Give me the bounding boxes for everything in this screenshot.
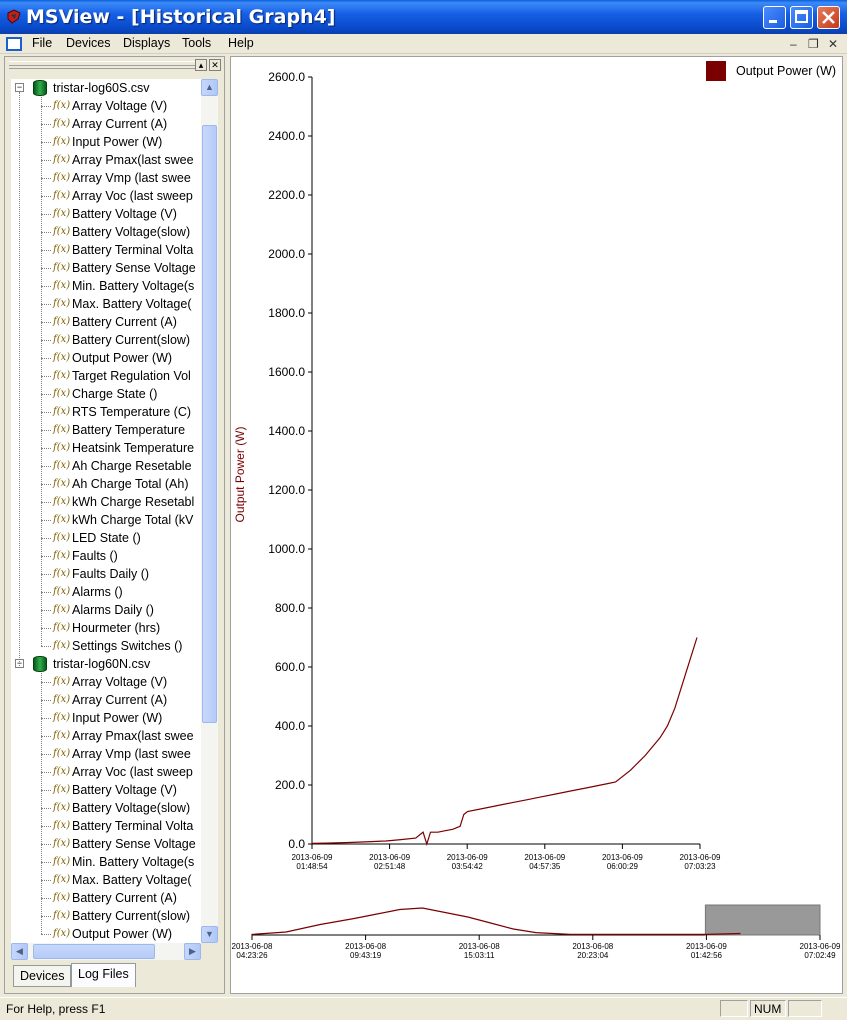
tree-item-label: Heatsink Temperature <box>72 441 195 455</box>
tree-item-channel[interactable] <box>11 115 201 133</box>
tree-item-label: Output Power (W) <box>72 927 173 941</box>
tree-item-channel[interactable] <box>11 457 201 475</box>
tree-item-label: Max. Battery Voltage( <box>72 297 192 311</box>
tree-item-channel[interactable] <box>11 133 201 151</box>
y-tick-label: 800.0 <box>274 601 305 615</box>
x-tick-date: 2013-06-09 <box>601 853 643 862</box>
tab-devices[interactable]: Devices <box>13 965 71 987</box>
function-icon: f(x) <box>53 352 71 363</box>
overview-tick-date: 2013-06-08 <box>345 942 387 951</box>
app-icon <box>6 9 22 25</box>
function-icon: f(x) <box>53 244 71 255</box>
tree-item-label: Battery Current(slow) <box>72 333 191 347</box>
pane-tabs <box>11 965 211 989</box>
function-icon: f(x) <box>53 604 71 615</box>
tree-item-label: Battery Terminal Volta <box>72 243 194 257</box>
tree-item-channel[interactable] <box>11 367 201 385</box>
close-button[interactable] <box>817 6 840 29</box>
tree-item-channel[interactable] <box>11 295 201 313</box>
function-icon: f(x) <box>53 154 71 165</box>
tree-item-label: Battery Voltage (V) <box>72 783 177 797</box>
scroll-left-arrow[interactable]: ◀ <box>11 943 28 960</box>
tree-item-channel[interactable] <box>11 187 201 205</box>
function-icon: f(x) <box>53 694 71 705</box>
tree-item-label: Battery Current (A) <box>72 315 177 329</box>
tree-item-channel[interactable] <box>11 403 201 421</box>
tree-item-channel[interactable] <box>11 601 201 619</box>
overview-tick-date: 2013-06-09 <box>685 942 727 951</box>
function-icon: f(x) <box>53 442 71 453</box>
tree-item-channel[interactable] <box>11 169 201 187</box>
function-icon: f(x) <box>53 568 71 579</box>
function-icon: f(x) <box>53 208 71 219</box>
minimize-button[interactable] <box>763 6 786 29</box>
function-icon: f(x) <box>53 730 71 741</box>
function-icon: f(x) <box>53 784 71 795</box>
tree-item-channel[interactable] <box>11 763 201 781</box>
mdi-restore-button[interactable]: ❐ <box>808 37 819 51</box>
pane-close-button[interactable]: ✕ <box>209 59 221 71</box>
function-icon: f(x) <box>53 406 71 417</box>
tree-item-label: Battery Sense Voltage <box>72 261 196 275</box>
function-icon: f(x) <box>53 226 71 237</box>
maximize-icon <box>791 7 812 28</box>
tab-log-files[interactable]: Log Files <box>71 963 136 987</box>
menu-displays[interactable]: Displays <box>123 36 171 50</box>
x-tick-date: 2013-06-09 <box>679 853 721 862</box>
function-icon: f(x) <box>53 100 71 111</box>
x-tick-date: 2013-06-09 <box>446 853 488 862</box>
tree-item-channel[interactable] <box>11 727 201 745</box>
y-tick-label: 1000.0 <box>268 542 305 556</box>
tree-item-channel[interactable] <box>11 385 201 403</box>
tree-item-channel[interactable] <box>11 439 201 457</box>
overview-tick-time: 04:23:26 <box>236 951 268 960</box>
status-panel-blank <box>720 1000 748 1017</box>
tree-item-channel[interactable] <box>11 619 201 637</box>
tree-item-channel[interactable] <box>11 817 201 835</box>
pane-float-button[interactable]: ▴ <box>195 59 207 71</box>
close-icon <box>818 7 839 28</box>
function-icon: f(x) <box>53 874 71 885</box>
function-icon: f(x) <box>53 586 71 597</box>
tree-item-label: Ah Charge Resetable <box>72 459 192 473</box>
tree-item-channel[interactable] <box>11 259 201 277</box>
scroll-thumb-horizontal[interactable] <box>33 944 155 959</box>
tree-item-channel[interactable] <box>11 583 201 601</box>
function-icon: f(x) <box>53 370 71 381</box>
tree-item-label: Battery Terminal Volta <box>72 819 194 833</box>
document-icon[interactable] <box>6 37 22 51</box>
overview-tick-time: 15:03:11 <box>463 951 495 960</box>
function-icon: f(x) <box>53 532 71 543</box>
mdi-minimize-button[interactable]: – <box>790 37 797 51</box>
tree-horizontal-scrollbar[interactable] <box>11 943 201 960</box>
status-bar <box>0 997 847 1017</box>
log-files-pane <box>4 56 225 994</box>
y-tick-label: 2400.0 <box>268 129 305 143</box>
function-icon: f(x) <box>53 496 71 507</box>
tree-item-label: Battery Voltage(slow) <box>72 225 191 239</box>
maximize-button[interactable] <box>790 6 813 29</box>
tree-item-channel[interactable] <box>11 637 201 655</box>
function-icon: f(x) <box>53 262 71 273</box>
y-tick-label: 1600.0 <box>268 365 305 379</box>
function-icon: f(x) <box>53 910 71 921</box>
tree-item-label: Input Power (W) <box>72 135 163 149</box>
tree-item-channel[interactable] <box>11 331 201 349</box>
overview-series-line <box>252 908 741 935</box>
x-tick-time: 03:54:42 <box>451 862 483 871</box>
tree-item-channel[interactable] <box>11 223 201 241</box>
y-tick-label: 2200.0 <box>268 188 305 202</box>
tree-item-label: Battery Temperature <box>72 423 186 437</box>
tree-item-label: Array Vmp (last swee <box>72 171 191 185</box>
tree-item-channel[interactable] <box>11 889 201 907</box>
tree-item-label: Array Voc (last sweep <box>72 765 193 779</box>
y-tick-label: 1400.0 <box>268 424 305 438</box>
function-icon: f(x) <box>53 928 71 939</box>
tree-item-channel[interactable] <box>11 277 201 295</box>
tree-vertical-scrollbar[interactable] <box>201 79 218 943</box>
menu-file[interactable]: File <box>32 36 53 50</box>
x-tick-time: 01:48:54 <box>296 862 328 871</box>
tree-root-label: tristar-log60N.csv <box>53 657 151 671</box>
series-line-output-power <box>312 638 697 845</box>
mdi-close-button[interactable]: ✕ <box>828 37 839 51</box>
function-icon: f(x) <box>53 118 71 129</box>
title-bar[interactable] <box>0 0 847 34</box>
x-tick-date: 2013-06-09 <box>369 853 411 862</box>
graph-canvas[interactable] <box>231 57 842 993</box>
x-tick-date: 2013-06-09 <box>291 853 333 862</box>
y-tick-label: 200.0 <box>274 778 305 792</box>
log-file-tree <box>11 79 201 943</box>
x-tick-date: 2013-06-09 <box>524 853 566 862</box>
function-icon: f(x) <box>53 334 71 345</box>
tree-item-label: Faults () <box>72 549 118 563</box>
tree-item-label: Array Voltage (V) <box>72 675 168 689</box>
function-icon: f(x) <box>53 676 71 687</box>
window-title: MSView - [Historical Graph4] <box>26 6 336 28</box>
y-tick-label: 600.0 <box>274 660 305 674</box>
legend-label: Output Power (W) <box>736 64 837 78</box>
tree-item-label: Target Regulation Vol <box>72 369 191 383</box>
tree-item-channel[interactable] <box>11 835 201 853</box>
collapse-toggle-icon[interactable]: − <box>16 658 23 668</box>
tree-item-label: kWh Charge Total (kV <box>72 513 194 527</box>
tree-root-log-file[interactable] <box>11 655 201 673</box>
tree-item-channel[interactable] <box>11 529 201 547</box>
function-icon: f(x) <box>53 424 71 435</box>
tree-item-label: Min. Battery Voltage(s <box>72 855 195 869</box>
collapse-toggle-icon[interactable]: − <box>16 82 23 92</box>
status-panel-scroll <box>788 1000 822 1017</box>
function-icon: f(x) <box>53 478 71 489</box>
tree-item-channel[interactable] <box>11 925 201 943</box>
tree-item-label: Array Vmp (last swee <box>72 747 191 761</box>
tree-root-log-file[interactable] <box>11 79 201 97</box>
function-icon: f(x) <box>53 388 71 399</box>
tree-item-channel[interactable] <box>11 907 201 925</box>
function-icon: f(x) <box>53 514 71 525</box>
tree-item-label: RTS Temperature (C) <box>72 405 192 419</box>
tree-item-channel[interactable] <box>11 781 201 799</box>
tree-item-label: Min. Battery Voltage(s <box>72 279 195 293</box>
tree-item-channel[interactable] <box>11 565 201 583</box>
tree-item-channel[interactable] <box>11 745 201 763</box>
tree-item-label: Battery Current(slow) <box>72 909 191 923</box>
y-tick-label: 400.0 <box>274 719 305 733</box>
function-icon: f(x) <box>53 838 71 849</box>
function-icon: f(x) <box>53 280 71 291</box>
tree-item-channel[interactable] <box>11 493 201 511</box>
tree-item-channel[interactable] <box>11 349 201 367</box>
tree-item-label: Max. Battery Voltage( <box>72 873 192 887</box>
menu-tools[interactable]: Tools <box>182 36 212 50</box>
tree-item-label: Array Pmax(last swee <box>72 153 194 167</box>
tree-item-label: Battery Current (A) <box>72 891 177 905</box>
scroll-thumb[interactable] <box>202 125 217 723</box>
y-tick-label: 1800.0 <box>268 306 305 320</box>
scroll-down-arrow[interactable]: ▼ <box>201 926 218 943</box>
tree-item-label: LED State () <box>72 531 141 545</box>
tree-item-label: Settings Switches () <box>72 639 183 653</box>
overview-tick-date: 2013-06-09 <box>799 942 841 951</box>
tree-item-label: Battery Sense Voltage <box>72 837 196 851</box>
tree-item-label: Ah Charge Total (Ah) <box>72 477 189 491</box>
overview-tick-time: 07:02:49 <box>804 951 836 960</box>
tree-item-label: Charge State () <box>72 387 158 401</box>
overview-tick-time: 01:42:56 <box>690 951 722 960</box>
y-tick-label: 2600.0 <box>268 70 305 84</box>
function-icon: f(x) <box>53 172 71 183</box>
function-icon: f(x) <box>53 316 71 327</box>
x-tick-time: 04:57:35 <box>529 862 561 871</box>
menu-bar <box>0 34 847 54</box>
legend-swatch <box>706 61 726 81</box>
scroll-up-arrow[interactable]: ▲ <box>201 79 218 96</box>
x-tick-time: 06:00:29 <box>606 862 638 871</box>
status-num: NUM <box>750 1000 786 1017</box>
function-icon: f(x) <box>53 136 71 147</box>
overview-tick-date: 2013-06-08 <box>572 942 614 951</box>
tree-item-label: Array Current (A) <box>72 117 168 131</box>
tree-item-label: Array Pmax(last swee <box>72 729 194 743</box>
y-axis-label: Output Power (W) <box>233 426 247 523</box>
tree-item-channel[interactable] <box>11 97 201 115</box>
function-icon: f(x) <box>53 712 71 723</box>
tree-item-channel[interactable] <box>11 673 201 691</box>
tree-item-label: Array Current (A) <box>72 693 168 707</box>
function-icon: f(x) <box>53 640 71 651</box>
y-tick-label: 1200.0 <box>268 483 305 497</box>
tree-item-label: Faults Daily () <box>72 567 150 581</box>
tree-item-channel[interactable] <box>11 709 201 727</box>
menu-help[interactable]: Help <box>228 36 254 50</box>
tree-item-label: Hourmeter (hrs) <box>72 621 161 635</box>
function-icon: f(x) <box>53 856 71 867</box>
overview-selection[interactable] <box>705 905 820 935</box>
tree-item-channel[interactable] <box>11 241 201 259</box>
database-icon <box>33 656 47 672</box>
tree-item-channel[interactable] <box>11 799 201 817</box>
historical-graph[interactable] <box>230 56 843 994</box>
tree-item-channel[interactable] <box>11 313 201 331</box>
database-icon <box>33 80 47 96</box>
tree-item-channel[interactable] <box>11 547 201 565</box>
pane-grip[interactable] <box>9 61 195 69</box>
tree-item-channel[interactable] <box>11 511 201 529</box>
function-icon: f(x) <box>53 550 71 561</box>
tree-item-channel[interactable] <box>11 871 201 889</box>
overview-tick-date: 2013-06-08 <box>458 942 500 951</box>
tree-item-channel[interactable] <box>11 691 201 709</box>
tree-item-channel[interactable] <box>11 421 201 439</box>
tree-item-channel[interactable] <box>11 853 201 871</box>
tree-item-label: Alarms Daily () <box>72 603 154 617</box>
y-tick-label: 2000.0 <box>268 247 305 261</box>
overview-tick-time: 09:43:19 <box>350 951 382 960</box>
function-icon: f(x) <box>53 622 71 633</box>
tree-item-label: Input Power (W) <box>72 711 163 725</box>
status-text: For Help, press F1 <box>6 1002 106 1016</box>
y-tick-label: 0.0 <box>288 837 305 851</box>
scroll-right-arrow[interactable]: ▶ <box>184 943 201 960</box>
overview-tick-time: 20:23:04 <box>577 951 609 960</box>
tree-item-label: Array Voc (last sweep <box>72 189 193 203</box>
function-icon: f(x) <box>53 802 71 813</box>
tree-item-channel[interactable] <box>11 151 201 169</box>
function-icon: f(x) <box>53 748 71 759</box>
tree-item-label: kWh Charge Resetabl <box>72 495 195 509</box>
function-icon: f(x) <box>53 298 71 309</box>
x-tick-time: 07:03:23 <box>684 862 716 871</box>
function-icon: f(x) <box>53 892 71 903</box>
tree-item-label: Alarms () <box>72 585 123 599</box>
x-tick-time: 02:51:48 <box>374 862 406 871</box>
menu-devices[interactable]: Devices <box>66 36 111 50</box>
tree-item-label: Battery Voltage(slow) <box>72 801 191 815</box>
tree-item-label: Array Voltage (V) <box>72 99 168 113</box>
overview-tick-date: 2013-06-08 <box>231 942 273 951</box>
function-icon: f(x) <box>53 820 71 831</box>
tree-item-label: Battery Voltage (V) <box>72 207 177 221</box>
tree-item-label: Output Power (W) <box>72 351 173 365</box>
function-icon: f(x) <box>53 190 71 201</box>
minimize-icon <box>764 7 785 28</box>
tree-item-channel[interactable] <box>11 205 201 223</box>
tree-root-label: tristar-log60S.csv <box>53 81 150 95</box>
function-icon: f(x) <box>53 460 71 471</box>
function-icon: f(x) <box>53 766 71 777</box>
tree-item-channel[interactable] <box>11 475 201 493</box>
